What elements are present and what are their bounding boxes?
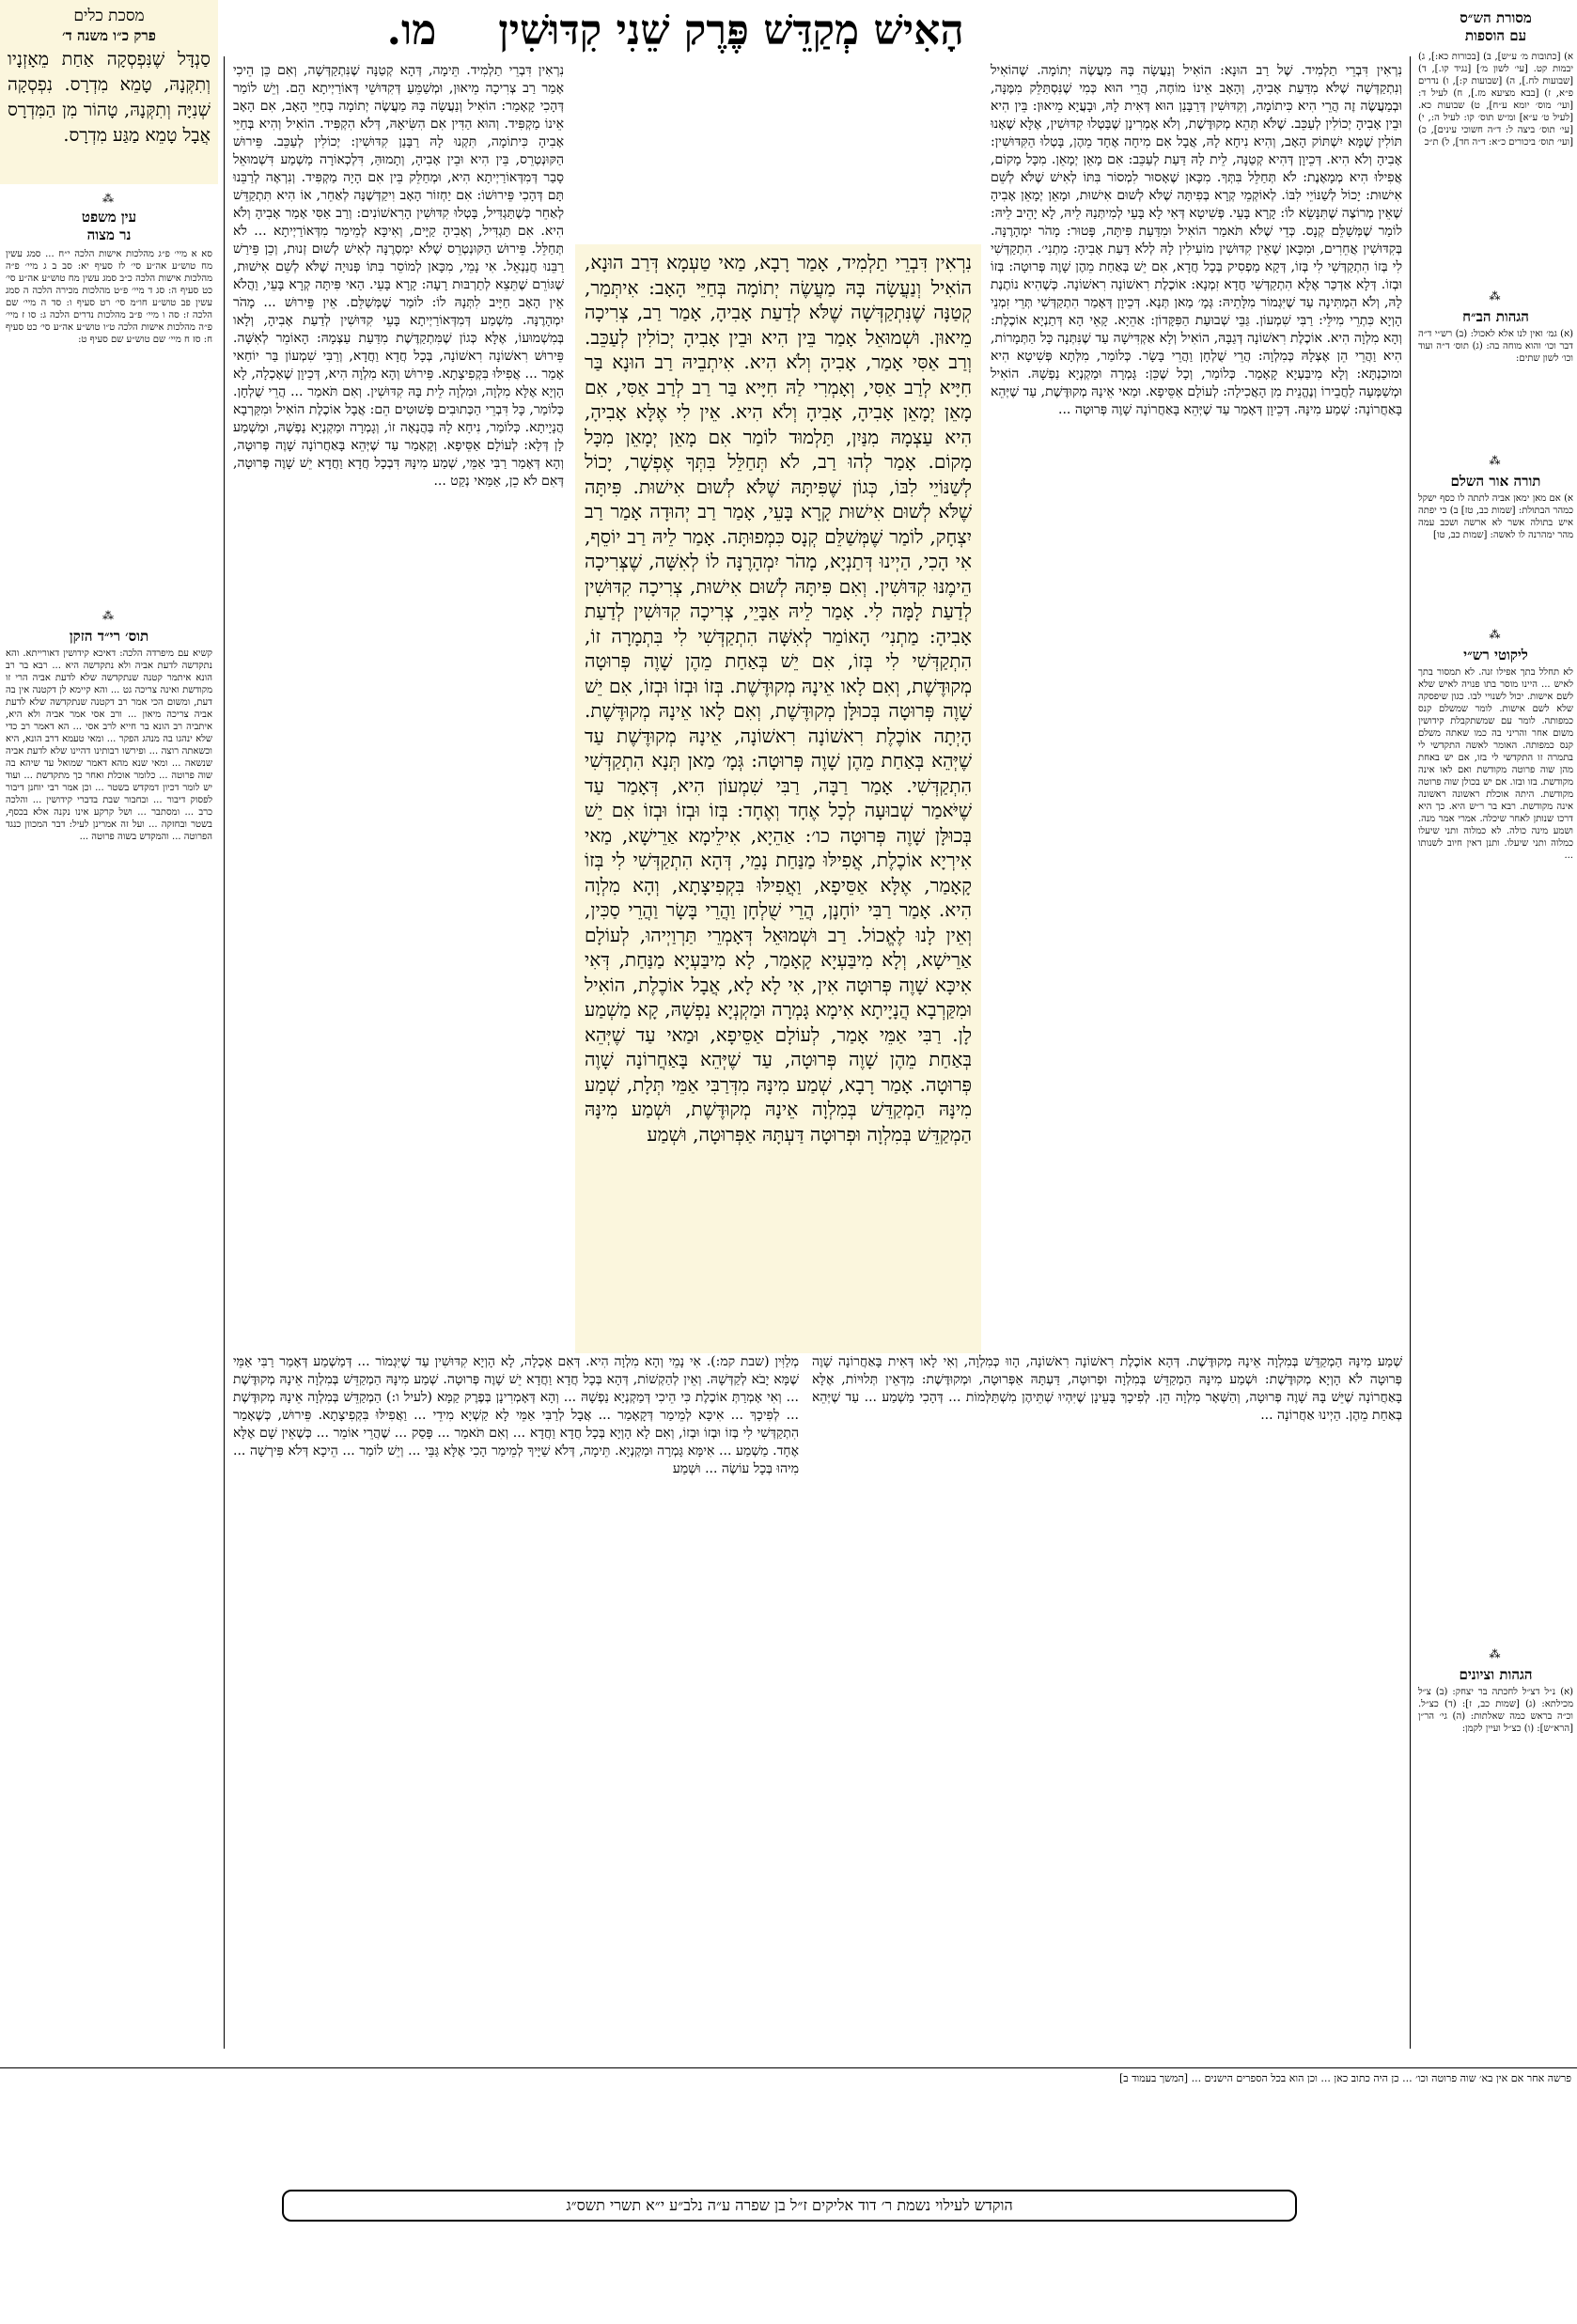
kelim-title: מסכת כלים	[73, 7, 145, 25]
lower-rashi-column	[808, 1353, 1406, 1842]
hagahot-tziyunim-title: הגהות וציונים	[1459, 1666, 1533, 1683]
hagahot-habach-title: הגהות הב״ח	[1462, 308, 1529, 325]
kelim-text: סַנְדָּל שֶׁנִּפְסְקָה אַחַת מֵאָזְנָיו וְתִקְּנָהּ, טָמֵא מִדְרָס. נִפְסְקָה שְׁנִיָּה וְתִקְּנָהּ, טָהוֹר מִן הַמִּדְרָס אֲבָל טָמֵא מַגַּע מִדְרָס.	[8, 49, 211, 146]
tosafot-rid-text: קשיא עם מיפרדה הלכה: דאיכא קידושין דאורייתא. והא נתקדשה לדעת אביה ולא נתקדשה היא ... רבא בר רב הונא איתמר קטנה שנתקדשה שלא לדעת אביה הרי זו מקודשת ואינה צריכה גט ... והא קיימא לן דקטנה אין בה דעת, ומשום הכי אמר רב דקטנה שנתקדשה שלא לדעת אביה צריכה מיאון ... ורב אסי אמר אביה ולא היא, איתביה רב הונא בר חייא לרב אסי ... הא דאמר רב כדי שלא ינהגו בה מנהג הפקר ... ומאי טעמא דרב הונא, היא וכשאתה רוצה ... ופירשו רבותינו דהיינו שלא לדעת אביה שנשאה ... ומאי שנא מהא דאמר שמואל עד שיהא בה שוה פרוטה ... כלומר אוכלת ואחר כך מתקדשת ... ועוד יש לומר דכיון דמקדש בשטר ... וכן אמר רבי יוחנן דיבור לפסוק דיבור ... ובחבור שבת בדברי קידושין ... והלכה כרב ... ומסתבר ... ושל קרקע אינו נקנה אלא בכסף, בשטר ובחזקה ... ועל זה אמרינן לעיל: דבר המכוון כנגד הפרוטה ... והמקדש בשוה פרוטה ...	[6, 648, 212, 842]
footer-notes	[6, 2071, 1571, 2175]
kelim-mishnah-box	[0, 0, 218, 184]
divider-ornament: ⁂	[1489, 1647, 1503, 1661]
left-margin-rule	[224, 56, 225, 2049]
divider-ornament: ⁂	[1489, 289, 1503, 303]
left-margin-column	[0, 188, 218, 2049]
ein-mishpat-title: עין משפט נר מצוה	[81, 209, 137, 243]
tosafot-rid-title: תוס׳ רי״ד הזקן	[69, 628, 149, 645]
ein-mishpat-text: סא א מיי׳ פ״ג מהלכות אישות הלכה י״ח ... סמג עשין מח טוש״ע אה״ע סי׳ לז סעיף יא: סב ב ג מיי׳ פ״ה מהלכות אישות הלכה כ״ב סמג עשין מח טוש״ע אה״ע סי׳ כט סעיף ה: סג ד מיי׳ פ״ט מהלכות מכירה הלכה ה סמג עשין פב טוש״ע חו״מ סי׳ רט סעיף ו: סד ה מיי׳ שם הלכה ז: סה ו מיי׳ פ״ב מהלכות נדרים הלכה ג: סו ז מיי׳ פ״ה מהלכות אישות הלכה ט״ו טוש״ע אה״ע סי׳ כט סעיף ח: סז ח מיי׳ שם טוש״ע שם סעיף ט:	[6, 249, 212, 345]
footer-notes-text: פרשה אחר אם אין בא׳ שוה פרוטה וכו׳ ... כן היה כתוב כאן ... וכן הוא בכל הספרים הישנים ... [המשך בעמוד ב]	[1119, 2072, 1571, 2084]
likutei-rashi-title: ליקוטי רש״י	[1463, 647, 1528, 663]
dedication-box	[282, 2190, 1297, 2222]
footer-rule	[0, 2067, 1577, 2068]
lower-tosafot-text: מְלַוִּין (שבת קמ:). אִי נָמֵי וְהָא מִלְוָה הִיא. דְּאִם אָכְלָה, לָא הָוְיָא קִדּוּשִׁין עַד שֶׁיִּגְמוֹר ... דְּמַשְׁמַע דְּאָמַר רַבִּי אַמֵּי שֶׁמָּא יָבֹא לְקַדְּשָׁהּ. וְאֵין לְהַקְשׁוֹת, דְּהָא בְּכָל חֲדָא וַחֲדָא יֵשׁ שָׁוֶה פְּרוּטָה. שְׁמַע מִינָּהּ הַמְקַדֵּשׁ בְּמִלְוָה אֵינָהּ מְקוּדֶּשֶׁת ... וְאִי אָמְרַתְּ אוֹכֶלֶת כִּי הֵיכִי דְּמַקְנְיָא נַפְשָׁהּ ... וְהָא דְּאָמְרִינָן בְּפֶרֶק קַמָּא (לעיל ו:) הַמְקַדֵּשׁ בְּמִלְוָה אֵינָהּ מְקוּדֶּשֶׁת ... לְפִיכָךְ ... אִיכָּא לְמֵימַר דְּקָאָמַר ... אֲבָל לְרַבִּי אַמֵּי לָא קַשְׁיָא מִידֵי ... וַאֲפִילּוּ בִּקְפִיצָתָא. פֵּירוּשׁ, כְּשֶׁאָמַר הִתְקַדְּשִׁי לִי בְּזוֹ וּבְזוֹ וּבְזוֹ, וְאִם לָא הָוְיָא בְּכָל חֲדָא וַחֲדָא ... וְאִם תֹּאמַר ... פָּסַק ... שֶׁהֲרֵי אוֹמֵר ... כְּשֶׁאֵין שָׁם אֶלָּא אֶחָד. מַשְׁמַע ... אִימָּא גָּמְרָה וּמַקְנְיָא. תֵּימָה, דְּלֹא שַׁיָּיךְ לְמֵימַר הָכִי אֶלָּא גַּבֵּי ... וְיֵשׁ לוֹמַר ... הֵיכָא דְּלֹא פִּירְשָׁה ... מִיהוּ בְּכָל עוֹשֶׂה ... וּשְׁמַע	[233, 1354, 799, 1476]
likutei-rashi-text: לא תחלל בתך אפילו זנה. לא תמסור בתך לאיש ... היינו מוסר בתו פנויה לאיש שלא לשם אישות. יכול לשנויי לבו. כגון שיפסקה שלא לשם אישות. לומר שמשלם קנס כמפותה. לומר עם שמשתקבלת קידושין משום אחר והריני בה כמו שאתה משלם קנס כמפותה. האומר לאשה התקדשי לי בתמרה זו התקדשי לי בזו, אם יש באחת מהן שוה פרוטה מקודשת ואם לאו אינה מקודשת. בזו ובזו. אם יש בכולן שוה פרוטה מקודשת. היתה אוכלת ראשונה ראשונה אינה מקודשת. רבא בר ר״ש היא. כך היא דרכו שנותן לאחר שיכלה. אמרי אמר מנה. ושמע מינה כולה. לא כמלוה ותני שיעלו כמלוה ותני שיעלו. ותנן דאין חיוב לשנותו ...	[1418, 667, 1573, 861]
lower-rashi-text: שְׁמַע מִינָּהּ הַמְקַדֵּשׁ בְּמִלְוָה אֵינָהּ מְקוּדֶּשֶׁת. דְּהָא אוֹכֶלֶת רִאשׁוֹנָה רִאשׁוֹנָה, הָווּ כְּמִלְוָה, וְאִי לָאו דְּאִית בָּאַחֲרוֹנָה שָׁוֶה פְּרוּטָה לֹא הָוְיָא מְקוּדֶּשֶׁת: וּשְׁמַע מִינָּהּ הַמְקַדֵּשׁ בְּמִלְוָה וּפְרוּטָה, דַּעְתָּהּ אַפְּרוּטָה, וּמְקוּדֶּשֶׁת: מִדְּאֵין תְּלוּיוֹת, אֶלָּא בָּאַחֲרוֹנָה שֶׁיֵּשׁ בָּהּ שָׁוֶה פְּרוּטָה, וְהַשְּׁאָר מִלְוָה הֵן. לְפִיכָךְ בָּעֵינָן שֶׁיִּהְיוּ שְׁתֵּיהֶן מִשְׁתַּלְּמוֹת ... דְּהָכִי מַשְׁמַע ... עַד שֶׁיְּהֵא בְּאַחַת מֵהֶן. הַיְינוּ אַחֲרוֹנָה ...	[812, 1354, 1402, 1423]
right-margin-column	[1414, 9, 1577, 2058]
hagahot-tziyunim-text: (א) נ״ל דצ״ל לחכתה בר יצחק: (ב) צ״ל מכילתא: (ג) [שמות כב, ז]: (ד) כצ״ל. וכ״ה בראש כמה שאלתות: (ה) גי׳ הר״ן [הרא״ש]: (ו) כצ״ל ועיין לקמן:	[1418, 1687, 1573, 1734]
divider-ornament: ⁂	[1489, 628, 1503, 641]
lower-tosafot-column	[229, 1353, 803, 2030]
folio-number: מו.	[386, 7, 437, 55]
masoret-title: מסורת הש״ס עם הוספות	[1460, 9, 1532, 44]
kelim-subtitle: פרק כ״ו משנה ד׳	[62, 27, 156, 44]
gemara-text: נִרְאִין דִּבְרֵי תַלְמִיד, אָמַר רָבָא, מַאי טַעְמָא דְּרַב הוּנָא, הוֹאִיל וְנַעֲשָׂה בָּהּ מַעֲשֶׂה יְתוֹמָה בְּחַיֵּי הָאָב: אִיתְּמַר, קְטַנָּה שֶׁנִּתְקַדְּשָׁה שֶׁלֹּא לְדַעַת אָבִיהָ, אָמַר רַב, צְרִיכָה מֵיאוּן. וּשְׁמוּאֵל אָמַר בֵּין הִיא וּבֵין אָבִיהָ יְכוֹלִין לְעַכֵּב. וְרַב אַסִּי אָמַר, אָבִיהָ וְלֹא הִיא. אִיתְבֵיהּ רַב הוּנָא בַּר חִיָּיא לְרַב אַסִּי, וְאָמְרִי לַהּ חִיָּיא בַּר רַב לְרַב אַסִּי, אִם מָאֵן יְמָאֵן אָבִיהָ, אָבִיהָ וְלֹא הִיא. אֵין לִי אֶלָּא אָבִיהָ, הִיא עַצְמָהּ מִנַּיִן, תַּלְמוּד לוֹמַר אִם מָאֵן יְמָאֵן מִכָּל מָקוֹם. אָמַר לְהוּ רַב, לֹא תְּחַלֵּל בִּתְּךָ אֶפְשָׁר, יָכוֹל לְשַׁנּוֹיֵי לִבּוֹ, כְּגוֹן שֶׁפִּיתָּהּ שֶׁלֹּא לְשׁוּם אִישׁוּת. פִּיתָּה שֶׁלֹּא לְשׁוּם אִישׁוּת קָרָא בָּעֵי, אָמַר רַב יְהוּדָה אָמַר רַב יִצְחָק, לוֹמַר שֶׁמְּשַׁלֵּם קְנָס כִּמְפוּתָּה. אָמַר לֵיהּ רַב יוֹסֵף, אִי הָכִי, הַיְינוּ דְּתַנְיָא, מָהֹר יִמְהָרֶנָּה לוֹ לְאִשָּׁה, שֶׁצְּרִיכָה הֵימֶנּוּ קִדּוּשִׁין. וְאִם פִּיתָּהּ לְשׁוּם אִישׁוּת, צְרִיכָה קִדּוּשִׁין לְדַעַת לָמָּה לִי. אָמַר לֵיהּ אַבָּיֵי, צְרִיכָה קִדּוּשִׁין לְדַעַת אָבִיהָ: מַתְנִי׳ הָאוֹמֵר לְאִשָּׁה הִתְקַדְּשִׁי לִי בִּתְמָרָה זוֹ, הִתְקַדְּשִׁי לִי בְּזוֹ, אִם יֵשׁ בְּאַחַת מֵהֶן שָׁוֶה פְּרוּטָה מְקוּדֶּשֶׁת, וְאִם לָאו אֵינָהּ מְקוּדֶּשֶׁת. בְּזוֹ וּבְזוֹ וּבְזוֹ, אִם יֵשׁ שָׁוֶה פְּרוּטָה בְּכוּלָּן מְקוּדֶּשֶׁת, וְאִם לָאו אֵינָהּ מְקוּדֶּשֶׁת. הָיְתָה אוֹכֶלֶת רִאשׁוֹנָה רִאשׁוֹנָה, אֵינָהּ מְקוּדֶּשֶׁת עַד שֶׁיְּהֵא בְּאַחַת מֵהֶן שָׁוֶה פְּרוּטָה: גְּמָ׳ מַאן תְּנָא הִתְקַדְּשִׁי הִתְקַדְּשִׁי. אָמַר רַבָּה, רַבִּי שִׁמְעוֹן הִיא, דְּאָמַר עַד שֶׁיֹּאמַר שְׁבוּעָה לְכָל אֶחָד וְאֶחָד: בְּזוֹ וּבְזוֹ וּבְזוֹ אִם יֵשׁ בְּכוּלָּן שָׁוֶה פְּרוּטָה כו׳: אַהֵיָא, אִילֵימָא אַרֵישָׁא, מַאי אִירְיָא אוֹכֶלֶת, אֲפִילּוּ מַנַּחַת נָמֵי, דְּהָא הִתְקַדְּשִׁי לִי בְּזוֹ קָאָמַר, אֶלָּא אַסֵּיפָא, וַאֲפִילּוּ בִּקְפִיצָתָא, וְהָא מִלְוָה הִיא. אָמַר רַבִּי יוֹחָנָן, הֲרֵי שֻׁלְחָן וַהֲרֵי בָּשָׂר וַהֲרֵי סַכִּין, וְאֵין לָנוּ לֶאֱכוֹל. רַב וּשְׁמוּאֵל דְּאָמְרֵי תַּרְוַיְיהוּ, לְעוֹלָם אַרֵישָׁא, וְלָא מִיבַּעְיָא קָאָמַר, לָא מִיבַּעְיָא מַנַּחַת, דְּאִי אִיכָּא שָׁוֶה פְּרוּטָה אִין, אִי לָא לָא, אֲבָל אוֹכֶלֶת, הוֹאִיל וּמִקַּרְבָא הֲנָיָיתָא אִימָא גָּמְרָה וּמַקְנְיָא נַפְשָׁהּ, קָא מַשְׁמַע לָן. רַבִּי אַמֵּי אָמַר, לְעוֹלָם אַסֵּיפָא, וּמַאי עַד שֶׁיְּהֵא בְּאַחַת מֵהֶן שָׁוֶה פְּרוּטָה, עַד שֶׁיְּהֵא בָּאַחֲרוֹנָה שָׁוֶה פְּרוּטָה. אָמַר רָבָא, שְׁמַע מִינָּהּ מִדְּרַבִּי אַמֵּי תְּלָת, שְׁמַע מִינָּהּ הַמְקַדֵּשׁ בְּמִלְוָה אֵינָהּ מְקוּדֶּשֶׁת, וּשְׁמַע מִינָּהּ הַמְקַדֵּשׁ בְּמִלְוָה וּפְרוּטָה דַּעְתָּהּ אַפְּרוּטָה, וּשְׁמַע	[585, 251, 972, 1146]
right-margin-rule	[1410, 56, 1411, 2049]
gemara-block	[575, 244, 981, 1353]
hagahot-habach-text: (א) גמ׳ ואין לנו אלא לאכול: (ב) רש״י ד״ה דבר וכו׳ והוא מוחה בה: (ג) תוס׳ ד״ה ועוד וכו׳ לשון שתים:	[1418, 329, 1573, 364]
tosafot-column	[229, 62, 568, 1340]
page-header	[224, 4, 1342, 60]
divider-ornament: ⁂	[1489, 454, 1503, 467]
masoret-hashas-text: א) [כתובות מ׳ ע״ש], ב) [בכורות כא:], ג) יבמות קט. [עי׳ לשון מ׳] [נגיד קו.], ד) [שבועות לח.], ה) [שבועות ק:], ו) נדרים פ״א, ז) [בבא מציעא מז.], ח) לעיל ד: [ועי׳ מוס׳ יומא ע״ח], ט) שבועות כא. [לעיל ט׳ ע״א] ומ״ש תוס׳ קו: לעיל ה:, י) [עי׳ תוס׳ ביצה ל: ד״ה חשוכי עינים], כ) [ועי׳ תוס׳ ביכורים כ״א: ד״ה חד], ל) ת״כ	[1418, 52, 1573, 148]
rashi-text: נִרְאִין דִּבְרֵי תַלְמִיד. שֶׁל רַב הוּנָא: הוֹאִיל וְנַעֲשָׂה בָּהּ מַעֲשֶׂה יְתוֹמָה. שֶׁהוֹאִיל וְנִתְקַדְּשָׁה שֶׁלֹּא מִדַּעַת אָבִיהָ, וְהָאָב אֵינוֹ מוֹחֶה, הֲרֵי הוּא כְּמִי שֶׁנִּסְתַּלֵּק מִמֶּנָּה, וּבְמַעֲשֶׂה זֶה הֲרֵי הִיא כִּיתוֹמָה, וְקִדּוּשִׁין דְּרַבָּנַן הוּא דְּאִית לָהּ, וּבָעֲיָא מֵיאוּן: בֵּין הִיא וּבֵין אָבִיהָ יְכוֹלִין לְעַכֵּב. שֶׁלֹּא תְּהֵא מְקוּדֶּשֶׁת, וְלֹא אָמְרִינָן שֶׁבָּטְלוּ קִדּוּשִׁין, אֶלָּא שֶׁאָנוּ תּוֹלִין שֶׁמָּא יִשְׁתּוֹק הָאָב, וְהִיא נִיחָא לָהּ, אֲבָל אִם מִיחָה אֶחָד מֵהֶן, בָּטְלוּ הַקִּדּוּשִׁין: אָבִיהָ וְלֹא הִיא. דְּכֵיוָן דְּהִיא קְטַנָּה, לֵית לָהּ דַּעַת לְעַכֵּב: אִם מָאֵן יְמָאֵן. מִכָּל מָקוֹם, אֲפִילּוּ הִיא מְמָאֶנֶת: לֹא תְּחַלֵּל בִּתְּךָ. מִכָּאן שֶׁאָסוּר לִמְסוֹר בִּתּוֹ לְאִישׁ שֶׁלֹּא לְשֵׁם אִישׁוּת: יָכוֹל לְשַׁנּוֹיֵי לִבּוֹ. לְאוֹקְמֵי קְרָא בְּפִיתָּה שֶׁלֹּא לְשׁוּם אִישׁוּת, וּמָאֵן יְמָאֵן אָבִיהָ שֶׁאֵין מְרוֹצֶה שֶׁתִּנָּשֵׂא לוֹ: קָרָא בָּעֵי. פְּשִׁיטָא דְּאִי לָא בָּעֵי לְמִיתְּנַהּ לֵיהּ, לָא יָהֵיב לֵיהּ: לוֹמַר שֶׁמְּשַׁלֵּם קְנָס. כְּדֵי שֶׁלֹּא תֹּאמַר הוֹאִיל וּמִדַּעַת פִּיתָּה, פָּטוּר: מָהֹר יִמְהָרֶנָּה. בְּקִדּוּשִׁין אֲחֵרִים, וּמִכָּאן שֶׁאֵין קִדּוּשִׁין מוֹעִילִין לָהּ לְלֹא דַּעַת אָבִיהָ: מַתְנִי׳. הִתְקַדְּשִׁי לִי בְּזוֹ הִתְקַדְּשִׁי לִי בְּזוֹ, דְּקָא מַפְסִיק בְּכָל חֲדָא, אִם יֵשׁ בְּאַחַת מֵהֶן שָׁוֶה פְּרוּטָה: בְּזוֹ וּבְזוֹ. דְּלָא אַדְכַּר אֶלָּא הִתְקַדְּשִׁי חֲדָא זִמְנָא: אוֹכֶלֶת רִאשׁוֹנָה רִאשׁוֹנָה. כְּשֶׁהִיא נוֹתֶנֶת לָהּ, וְלֹא הִמְתִּינָה עַד שֶׁיִּגְמוֹר מִלָּתֵיהּ: גְּמָ׳ מַאן תְּנָא. דְּכֵיוָן דְּאָמַר הִתְקַדְּשִׁי תְּרֵי זִמְנֵי הָוְיָא כִּתְרֵי מִילֵּי: רַבִּי שִׁמְעוֹן. גַּבֵּי שְׁבוּעַת הַפִּקָּדוֹן: אַהֵיָא. קָאֵי הָא דְּתַנְיָא אוֹכֶלֶת: וְהָא מִלְוָה הִיא. אוֹכֶלֶת רִאשׁוֹנָה דְּגַבָּהּ, הוֹאִיל וְלָא אַקְדִּישָׁה עַד שֶׁנִּתְּנָה כָּל הַתְּמָרוֹת, הִיא וַהֲרֵי הֵן אֶצְלָהּ כְּמִלְוָה: הֲרֵי שֻׁלְחָן וַהֲרֵי בָּשָׂר. כְּלוֹמַר, מִלְּתָא פְּשִׁיטָא הִיא וּמוּכַנְתָּא: וְלָא מִיבַּעְיָא קָאָמַר. כְּלוֹמַר, וְכָל שֶׁכֵּן: גָּמְרָה וּמַקְנְיָא נַפְשָׁהּ. הוֹאִיל וּמְשַׁמְּעָה לַחֲבֵירוֹ וְנֶהֱנֵית מִן הָאֲכִילָה: לְעוֹלָם אַסֵּיפָא. וּמַאי אֵינָהּ מְקוּדֶּשֶׁת, עַד שֶׁיְּהֵא בָּאַחֲרוֹנָה: שְׁמַע מִינָּהּ. דְּכֵיוָן דְּאָמַר עַד שֶׁיְּהֵא בָּאַחֲרוֹנָה שָׁוֶה פְּרוּטָה ...	[991, 63, 1402, 417]
divider-ornament: ⁂	[102, 609, 116, 622]
torah-or-title: תורה אור השלם	[1450, 473, 1541, 490]
tractate-title: הָאִישׁ מְקַדֵּשׁ פֶּרֶק שֵׁנִי קִדּוּשִׁין	[498, 7, 964, 55]
dedication-text: הוקדש לעילוי נשמת ר׳ דוד אליקים ז״ל בן שפרה ע״ה נלב״ע י״א תשרי תשס״ג	[566, 2196, 1013, 2214]
rashi-column	[987, 62, 1406, 1340]
torah-or-text: א) אם מאן ימאן אביה לתתה לו כסף ישקל כמהר הבתולת: [שמות כב, טז] ב) כי יפתה איש בתולה אשר לא ארשה ושכב עמה מהר ימהרנה לו לאשה: [שמות כב, טו]	[1418, 493, 1573, 540]
divider-ornament: ⁂	[102, 192, 116, 205]
tosafot-text: נִרְאִין דִּבְרֵי תַלְמִיד. תֵּימָה, דְּהָא קְטַנָּה שֶׁנִּתְקַדְּשָׁה, וְאִם כֵּן הֵיכִי אָמַר רַב צְרִיכָה מֵיאוּן, וּמְשַׁמֵּעַ דְּקִדּוּשֵׁי דְּאוֹרַיְיתָא הֵם. וְיֵשׁ לוֹמַר דְּהָכִי קָאָמַר: הוֹאִיל וְנַעֲשָׂה בָּהּ מַעֲשֶׂה יְתוֹמָה בְּחַיֵּי הָאָב, אִם הָאָב אֵינוֹ מַקְפִּיד. וְהוּא הַדִּין אִם הִשִּׂיאָהּ, דְּלֹא הִקְפִּיד. הוֹאִיל וְהִיא בְּחַיֵּי אָבִיהָ כִּיתוֹמָה, תִּקְנוּ לָהּ רַבָּנַן קִדּוּשִׁין: יְכוֹלִין לְעַכֵּב. פֵּירוּשׁ הַקּוּנְטְרֵס, בֵּין הִיא וּבֵין אָבִיהָ, וְתָמוּהַּ, דִּלְכְאוֹרָה מַשְׁמַע דִּשְׁמוּאֵל סָבַר דְּמִדְּאוֹרַיְיתָא הִיא, וּמְחַלֵּק בֵּין אִם הָיָה מַקְפִּיד. וְנִרְאֶה לְרַבֵּנוּ תָּם דְּהָכִי פֵּירוּשׁוֹ: אִם יַחְזוֹר הָאָב וִיקַדְּשֶׁנָּה לְאַחֵר, אוֹ הִיא תִּתְקַדֵּשׁ לְאַחֵר כְּשֶׁתַּגְדִּיל, בָּטְלוּ קִדּוּשִׁין הָרִאשׁוֹנִים: וְרַב אַסִּי אָמַר אָבִיהָ וְלֹא הִיא. אִם תַּגְדִּיל, וְאָבִיהָ קַיָּים, וְאִיכָּא לְמֵימַר מִדְּאוֹרַיְיתָא ... לֹא תְּחַלֵּל. פֵּירוּשׁ הַקּוּנְטְרֵס שֶׁלֹּא יִמְסְרֶנָּה לְאִישׁ לְשׁוּם זְנוּת, וְכֵן פֵּירַשׁ רַבֵּנוּ חֲנַנְאֵל. אִי נָמֵי, מִכָּאן לְמוֹסֵר בִּתּוֹ פְּנוּיָה שֶׁלֹּא לְשֵׁם אִישׁוּת, שֶׁגּוֹרֵם שֶׁתֵּצֵא לְתַרְבּוּת רָעָה: קָרָא בָּעֵי. הַאי פִּיתָּה קְרָא בָּעֵי, וַהֲלֹא אֵין הָאָב חַיָּיב לִתְּנָהּ לוֹ: לוֹמַר שֶׁמְּשַׁלֵּם. אֵין פֵּירוּשׁ ... מָהֹר יִמְהָרֶנָּה. מִשְׁמַע דְּמִדְּאוֹרַיְיתָא בָּעֵי קִדּוּשִׁין לְדַעַת אָבִיהָ, וְלָאו בְּמִשְׁמוּעוֹ, אֶלָּא כְּגוֹן שֶׁמִּתְקַדֶּשֶׁת מִדַּעַת עַצְמָהּ: הָאוֹמֵר לְאִשָּׁה. פֵּירוּשׁ רִאשׁוֹנָה רִאשׁוֹנָה, בְּכָל חֲדָא וַחֲדָא, וְרַבִּי שִׁמְעוֹן בַּר יוֹחַאי אָמַר ... אֲפִילּוּ בִּקְפִיצָתָא. פֵּירוּשׁ וְהָא מִלְוָה הִיא, דְּכֵיוָן שֶׁאָכְלָה, לָא הָוְיָא אֶלָּא מִלְוָה, וּמִלְוָה לֵית בָּהּ קִדּוּשִׁין. וְאִם תֹּאמַר ... הֲרֵי שֻׁלְחָן. כְּלוֹמַר, כָּל דִּבְרֵי הַכְּתוּבִים פְּשׁוּטִים הֵם: אֲבָל אוֹכֶלֶת הוֹאִיל וּמִקַּרְבָא הֲנָיָיתָא. כְּלוֹמַר, נִיחָא לָהּ בַּהֲנָאָה זוֹ, וְגָמְרָה וּמַקְנְיָא נַפְשָׁהּ, וּמַשְׁמַע לָן דְּלָא: לְעוֹלָם אַסֵּיפָא. וְקָאָמַר עַד שֶׁיְּהֵא בָּאַחֲרוֹנָה שָׁוֶה פְּרוּטָה, וְהָא דְּאָמַר רַבִּי אַמֵּי, שְׁמַע מִינָּהּ דִּבְכָל חֲדָא וַחֲדָא יֵשׁ שָׁוֶה פְּרוּטָה, דְּאִם לֹא כֵן, אַמַּאי נְקַט ...	[233, 63, 564, 489]
